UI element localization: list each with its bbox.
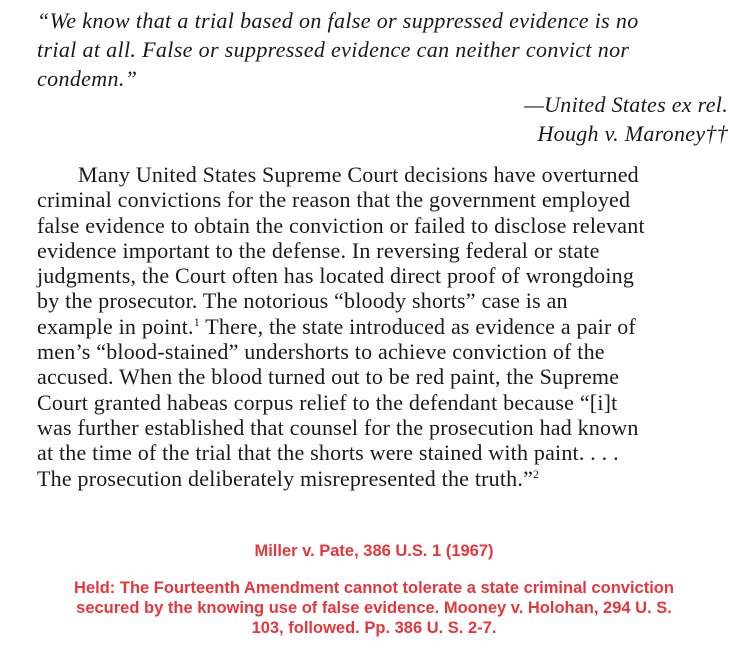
- epigraph-line: condemn.”: [37, 66, 138, 91]
- body-line: judgments, the Court often has located direct proof of wrongdoing: [37, 263, 635, 289]
- body-paragraph: [37, 162, 727, 491]
- footnote-ref: 1: [193, 314, 200, 329]
- epigraph-line: trial at all. False or suppressed evidence can neither convict nor: [37, 37, 630, 62]
- epigraph-attribution: [524, 90, 728, 148]
- holding-line: secured by the knowing use of false evidence. Mooney v. Holohan, 294 U. S.: [76, 599, 672, 617]
- attribution-line: —United States ex rel.: [524, 92, 728, 117]
- body-line: Court granted habeas corpus relief to the defendant because “[i]t: [37, 389, 618, 415]
- body-line: false evidence to obtain the conviction or failed to disclose relevant: [37, 212, 645, 238]
- body-line-text: There, the state introduced as evidence a pair of: [199, 313, 636, 339]
- body-line: men’s “blood-stained” undershorts to achieve conviction of the: [37, 339, 605, 365]
- attribution-line: Hough v. Maroney††: [537, 121, 728, 146]
- holding-line: 103, followed. Pp. 386 U. S. 2-7.: [251, 619, 497, 637]
- body-line-text: example in point.: [37, 313, 194, 339]
- epigraph-quote: [37, 6, 727, 93]
- body-line-text: The prosecution deliberately misrepresented the truth.”: [37, 465, 534, 491]
- body-line: criminal convictions for the reason that the government employed: [37, 187, 631, 213]
- holding-line: Held: The Fourteenth Amendment cannot tolerate a state criminal conviction: [74, 579, 674, 597]
- body-line: at the time of the trial that the shorts were stained with paint. . . .: [37, 440, 619, 466]
- epigraph-line: “We know that a trial based on false or suppressed evidence is no: [37, 8, 639, 33]
- body-line: [37, 466, 727, 491]
- body-line: [37, 314, 727, 339]
- case-holding: [0, 578, 748, 638]
- body-line: Many United States Supreme Court decisions have overturned: [78, 162, 639, 187]
- footnote-ref: 2: [533, 466, 540, 481]
- body-line: accused. When the blood turned out to be red paint, the Supreme: [37, 364, 620, 390]
- body-line: by the prosecutor. The notorious “bloody shorts” case is an: [37, 288, 568, 314]
- body-line: evidence important to the defense. In reversing federal or state: [37, 237, 600, 263]
- body-line: was further established that counsel for the prosecution had known: [37, 414, 639, 440]
- case-citation: Miller v. Pate, 386 U.S. 1 (1967): [254, 542, 494, 560]
